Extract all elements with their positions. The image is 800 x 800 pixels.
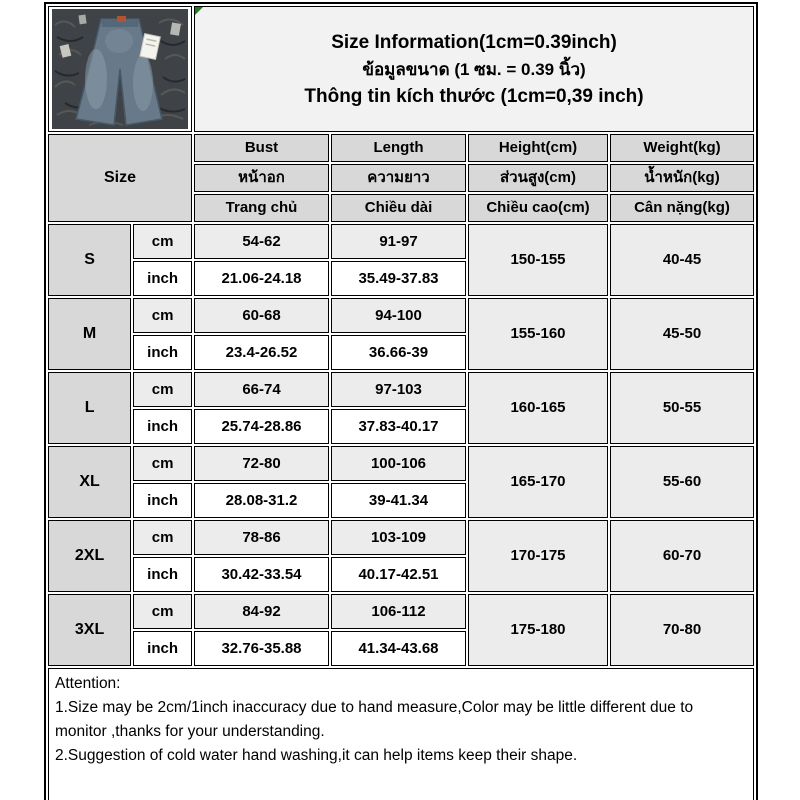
bust-cm-cell: 66-74 (194, 372, 329, 407)
header-weight-th: น้ำหนัก(kg) (610, 164, 754, 192)
unit-cm-cell: cm (133, 446, 192, 481)
size-label-cell: S (48, 224, 131, 296)
table-row (48, 224, 754, 259)
size-label-cell: L (48, 372, 131, 444)
product-photo (48, 6, 192, 132)
table-row (48, 520, 754, 555)
weight-cell: 50-55 (610, 372, 754, 444)
size-label-cell: M (48, 298, 131, 370)
size-header-cell: Size (48, 134, 192, 222)
weight-cell: 55-60 (610, 446, 754, 518)
height-cell: 160-165 (468, 372, 608, 444)
top-row (48, 6, 754, 132)
length-cm-cell: 94-100 (331, 298, 466, 333)
title-vietnamese: Thông tin kích thước (1cm=0,39 inch) (304, 85, 644, 107)
header-weight-en: Weight(kg) (610, 134, 754, 162)
size-table (44, 2, 758, 800)
size-label-cell: XL (48, 446, 131, 518)
unit-cm-cell: cm (133, 298, 192, 333)
header-length-th: ความยาว (331, 164, 466, 192)
length-inch-cell: 37.83-40.17 (331, 409, 466, 444)
length-cm-cell: 106-112 (331, 594, 466, 629)
bust-cm-cell: 54-62 (194, 224, 329, 259)
header-height-th: ส่วนสูง(cm) (468, 164, 608, 192)
length-inch-cell: 36.66-39 (331, 335, 466, 370)
bust-inch-cell: 32.76-35.88 (194, 631, 329, 666)
header-height-vi: Chiều cao(cm) (468, 194, 608, 222)
attention-row (48, 668, 754, 800)
weight-cell: 40-45 (610, 224, 754, 296)
length-cm-cell: 91-97 (331, 224, 466, 259)
bust-inch-cell: 21.06-24.18 (194, 261, 329, 296)
header-length-vi: Chiều dài (331, 194, 466, 222)
height-cell: 150-155 (468, 224, 608, 296)
attention-heading: Attention: (55, 675, 121, 692)
jeans-image (49, 7, 191, 131)
length-inch-cell: 35.49-37.83 (331, 261, 466, 296)
height-cell: 165-170 (468, 446, 608, 518)
title-english: Size Information(1cm=0.39inch) (331, 32, 617, 54)
header-weight-vi: Cân nặng(kg) (610, 194, 754, 222)
weight-cell: 45-50 (610, 298, 754, 370)
title-cell (194, 6, 754, 132)
height-cell: 170-175 (468, 520, 608, 592)
unit-cm-cell: cm (133, 594, 192, 629)
length-cm-cell: 100-106 (331, 446, 466, 481)
length-inch-cell: 41.34-43.68 (331, 631, 466, 666)
height-cell: 175-180 (468, 594, 608, 666)
weight-cell: 60-70 (610, 520, 754, 592)
cell-corner-marker-icon (195, 7, 203, 15)
length-cm-cell: 97-103 (331, 372, 466, 407)
table-row (48, 594, 754, 629)
bust-cm-cell: 78-86 (194, 520, 329, 555)
length-inch-cell: 39-41.34 (331, 483, 466, 518)
bust-cm-cell: 84-92 (194, 594, 329, 629)
unit-inch-cell: inch (133, 409, 192, 444)
bust-inch-cell: 23.4-26.52 (194, 335, 329, 370)
bust-cm-cell: 60-68 (194, 298, 329, 333)
header-length-en: Length (331, 134, 466, 162)
table-row (48, 298, 754, 333)
attention-note-1: 1.Size may be 2cm/1inch inaccuracy due to hand measure,Color may be little different due to monitor ,thanks for your understanding. (55, 699, 694, 741)
height-cell: 155-160 (468, 298, 608, 370)
bust-inch-cell: 30.42-33.54 (194, 557, 329, 592)
unit-inch-cell: inch (133, 335, 192, 370)
attention-box (48, 668, 754, 800)
header-bust-en: Bust (194, 134, 329, 162)
header-height-en: Height(cm) (468, 134, 608, 162)
unit-inch-cell: inch (133, 483, 192, 518)
header-bust-th: หน้าอก (194, 164, 329, 192)
unit-cm-cell: cm (133, 520, 192, 555)
table-row (48, 446, 754, 481)
bust-cm-cell: 72-80 (194, 446, 329, 481)
bust-inch-cell: 28.08-31.2 (194, 483, 329, 518)
length-cm-cell: 103-109 (331, 520, 466, 555)
unit-inch-cell: inch (133, 557, 192, 592)
weight-cell: 70-80 (610, 594, 754, 666)
attention-note-2: 2.Suggestion of cold water hand washing,it can help items keep their shape. (55, 747, 578, 765)
unit-inch-cell: inch (133, 261, 192, 296)
length-inch-cell: 40.17-42.51 (331, 557, 466, 592)
table-row (48, 372, 754, 407)
size-label-cell: 2XL (48, 520, 131, 592)
unit-inch-cell: inch (133, 631, 192, 666)
title-thai: ข้อมูลขนาด (1 ซม. = 0.39 นิ้ว) (362, 60, 586, 80)
unit-cm-cell: cm (133, 224, 192, 259)
unit-cm-cell: cm (133, 372, 192, 407)
header-row-english (48, 134, 754, 162)
header-bust-vi: Trang chủ (194, 194, 329, 222)
bust-inch-cell: 25.74-28.86 (194, 409, 329, 444)
size-label-cell: 3XL (48, 594, 131, 666)
